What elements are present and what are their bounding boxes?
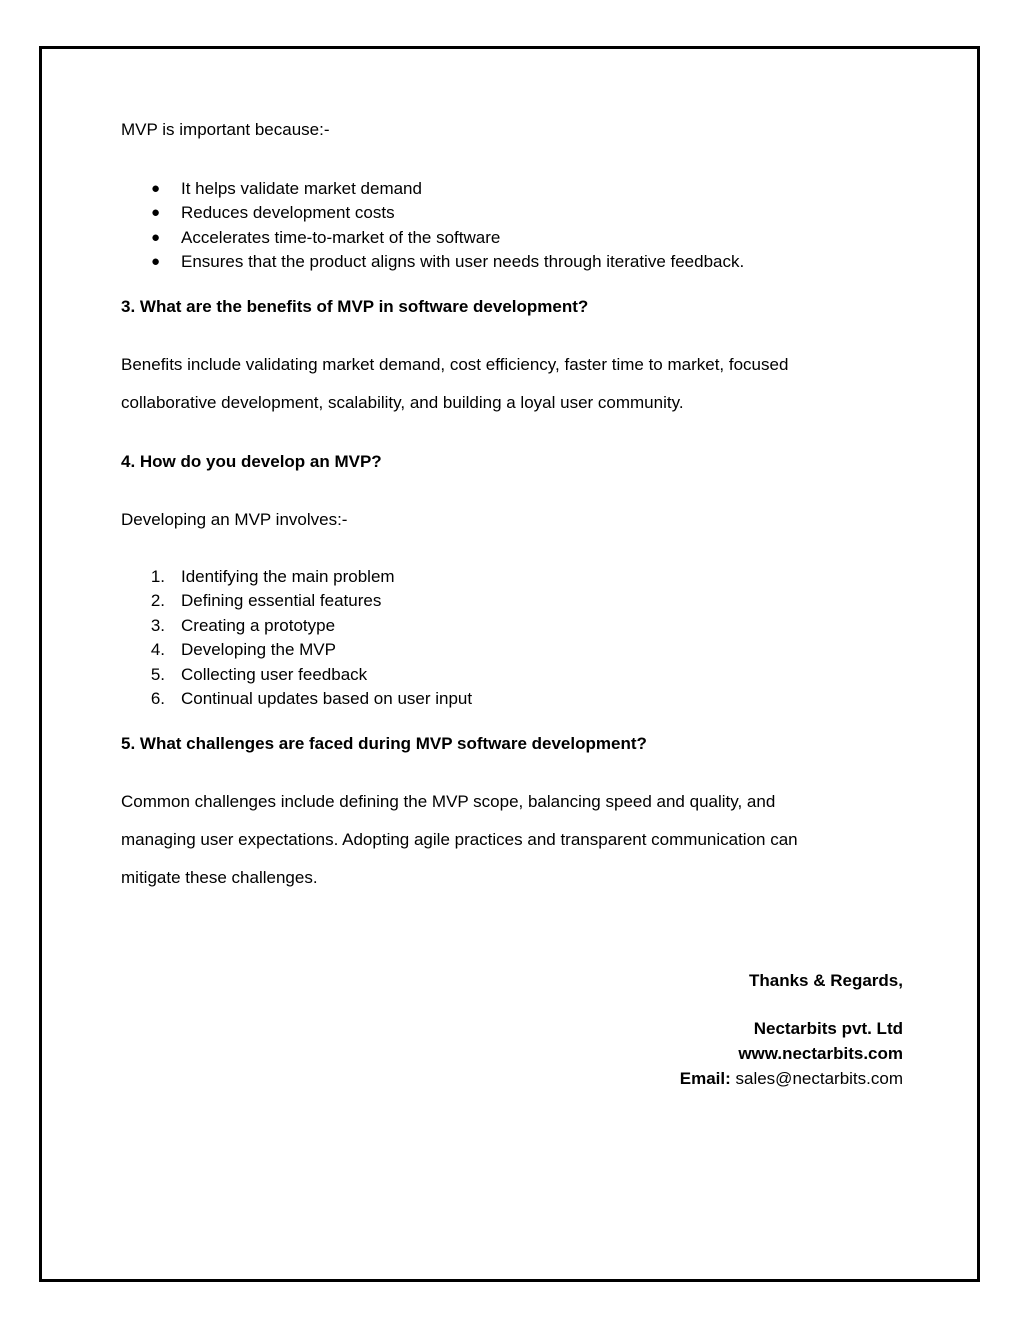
importance-list <box>121 179 744 277</box>
signature-closing: Thanks & Regards, <box>749 971 903 990</box>
list-item: 1. Identifying the main problem <box>150 567 395 586</box>
email-label: Email: <box>679 1069 731 1088</box>
list-item: 4. Developing the MVP <box>150 640 336 660</box>
list-item: 5. Collecting user feedback <box>150 664 368 684</box>
list-item: 2. Defining essential features <box>150 591 382 611</box>
list-item: ● Ensures that the product aligns with user needs through iterative feedback. <box>151 252 745 272</box>
importance-intro: MVP is important because:- <box>121 120 330 139</box>
list-item: ● It helps validate market demand <box>151 179 422 198</box>
q4-intro: Developing an MVP involves:- <box>121 510 348 529</box>
list-item: 6. Continual updates based on user input <box>150 688 473 708</box>
q5-heading: 5. What challenges are faced during MVP software development? <box>121 734 647 753</box>
q3-answer-line-1: Benefits include validating market demand, cost efficiency, faster time to market, focused <box>121 355 789 374</box>
bullet-icon: ● <box>151 204 161 222</box>
signature-company: Nectarbits pvt. Ltd <box>753 1019 903 1038</box>
list-item: ● Accelerates time-to-market of the software <box>151 227 501 247</box>
q3-heading: 3. What are the benefits of MVP in software development? <box>121 297 589 316</box>
q5-answer-line-3: mitigate these challenges. <box>121 868 318 887</box>
email-link[interactable]: sales@nectarbits.com <box>735 1069 903 1088</box>
q5-answer-line-1: Common challenges include defining the MVP scope, balancing speed and quality, and <box>121 792 776 811</box>
bullet-icon: ● <box>151 180 161 197</box>
list-item: 3. Creating a prototype <box>150 615 336 635</box>
q5-answer-line-2: managing user expectations. Adopting agile practices and transparent communication can <box>121 830 798 849</box>
q4-heading: 4. How do you develop an MVP? <box>121 452 382 471</box>
signature-email <box>680 1069 903 1089</box>
bullet-icon: ● <box>151 253 161 271</box>
bullet-icon: ● <box>151 228 161 246</box>
list-item: ● Reduces development costs <box>151 203 395 223</box>
steps-list <box>121 567 472 713</box>
signature-website[interactable]: www.nectarbits.com <box>738 1044 903 1063</box>
q3-answer-line-2: collaborative development, scalability, and building a loyal user community. <box>121 393 684 412</box>
